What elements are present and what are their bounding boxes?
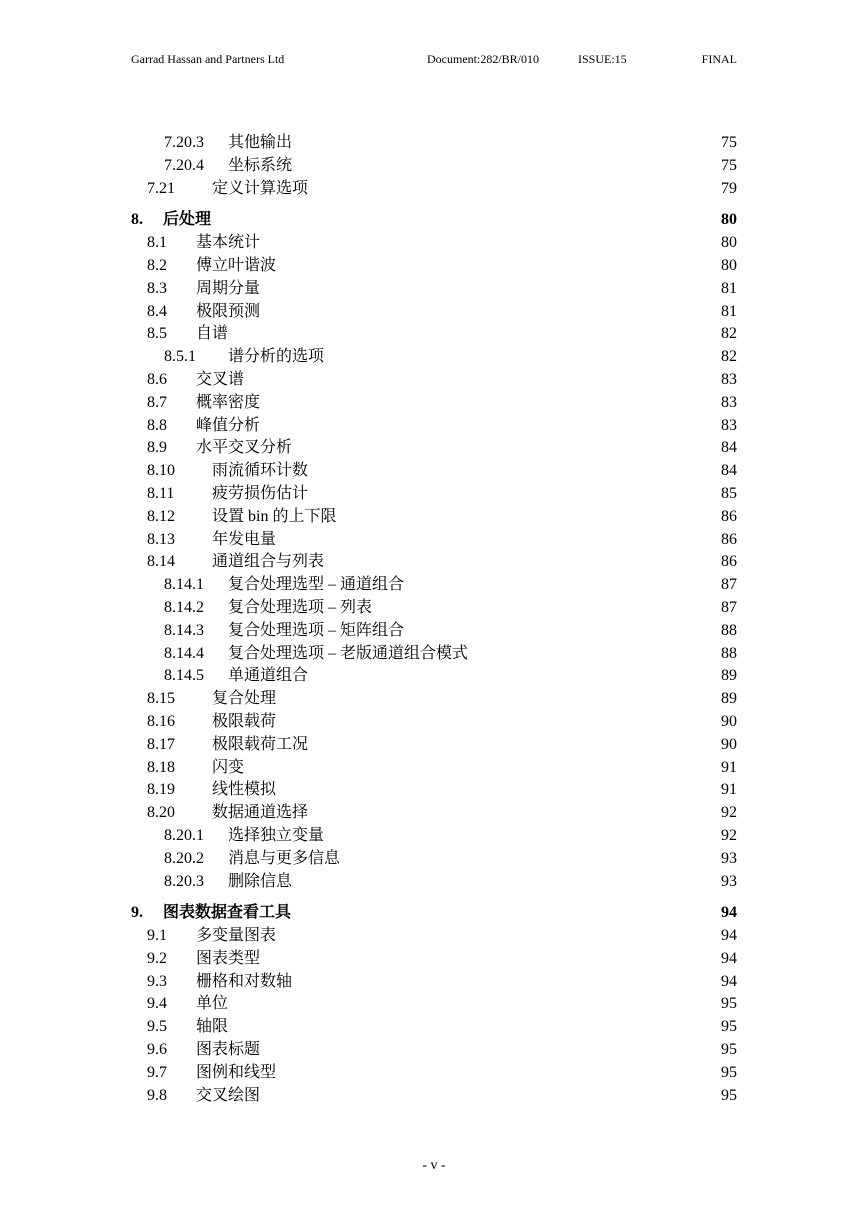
toc-entry-page: 88 [721,644,737,662]
toc-entry-number: 7.20.4 [164,156,204,174]
toc-entry[interactable] [0,1016,868,1039]
toc-entry[interactable] [0,1085,868,1108]
toc-entry-number: 9.8 [147,1086,167,1104]
toc-entry-title: 定义计算选项 [212,179,309,197]
toc-entry-title: 雨流循环计数 [212,462,309,480]
toc-entry-title: 极限预测 [196,302,261,320]
toc-entry-number: 9.1 [147,927,167,945]
toc-entry[interactable] [0,551,868,574]
toc-entry-page: 80 [721,256,737,274]
toc-entry-number: 8.9 [147,439,167,457]
toc-entry-number: 7.20.3 [164,134,204,151]
toc-entry[interactable] [0,925,868,948]
toc-entry-page: 91 [721,781,737,799]
toc-entry[interactable] [0,779,868,802]
toc-entry-title: 年发电量 [212,530,277,548]
toc-entry[interactable] [0,301,868,324]
toc-entry[interactable] [0,178,868,201]
toc-entry-page: 94 [721,904,737,922]
toc-entry-number: 8.6 [147,370,167,388]
toc-entry-number: 9.7 [147,1063,167,1081]
toc-entry-number: 8.20 [147,804,175,822]
toc-entry-number: 8.3 [147,279,167,297]
toc-entry-number: 8.14 [147,553,175,571]
toc-entry[interactable] [0,1062,868,1085]
toc-entry-number: 8.14.2 [164,598,204,616]
toc-entry-page: 80 [721,234,737,252]
toc-chapter-entry[interactable] [0,209,868,232]
toc-entry-page: 89 [721,690,737,708]
toc-entry-title: 单通道组合 [228,667,309,685]
toc-entry-page: 88 [721,621,737,639]
toc-entry-page: 80 [721,211,737,229]
toc-entry-title: 复合处理选型 – 通道组合 [228,576,405,594]
toc-entry-page: 92 [721,826,737,844]
toc-entry-number: 8.18 [147,758,175,776]
toc-entry[interactable] [0,323,868,346]
toc-entry-page: 89 [721,667,737,685]
toc-entry[interactable] [0,711,868,734]
toc-entry-title: 复合处理选项 – 老版通道组合模式 [228,644,469,662]
toc-entry-number: 8. [131,211,143,229]
toc-entry[interactable] [0,802,868,825]
toc-entry-title: 复合处理选项 – 列表 [228,598,373,616]
toc-entry-number: 8.14.1 [164,576,204,594]
toc-entry-title: 峰值分析 [196,416,261,434]
toc-entry-number: 8.14.3 [164,621,204,639]
toc-entry[interactable] [0,993,868,1016]
toc-entry[interactable] [0,665,868,688]
toc-entry-number: 8.5.1 [164,348,196,366]
toc-entry[interactable] [0,574,868,597]
toc-entry-title: 其他输出 [228,134,293,151]
toc-entry[interactable] [0,483,868,506]
toc-entry[interactable] [0,825,868,848]
toc-entry[interactable] [0,437,868,460]
toc-entry-number: 8.17 [147,735,175,753]
toc-entry-title: 栅格和对数轴 [196,972,293,990]
toc-entry[interactable] [0,848,868,871]
header-issue: ISSUE:15 [578,52,627,66]
header-document-number: Document:282/BR/010 [427,52,539,66]
toc-entry-title: 复合处理选项 – 矩阵组合 [228,621,405,639]
toc-entry-page: 81 [721,302,737,320]
toc-entry-number: 8.16 [147,712,175,730]
toc-entry-title: 后处理 [163,211,212,229]
toc-entry[interactable] [0,155,868,178]
page-number-footer: - v - [422,1158,446,1173]
toc-entry-title: 图表类型 [196,949,261,967]
toc-entry-number: 8.4 [147,302,167,320]
toc-entry-number: 8.10 [147,462,175,480]
toc-entry-page: 95 [721,1063,737,1081]
toc-entry[interactable] [0,1039,868,1062]
toc-entry-title: 疲劳损伤估计 [212,484,309,502]
toc-entry-page: 84 [721,462,737,480]
toc-entry[interactable] [0,597,868,620]
toc-entry-page: 84 [721,439,737,457]
toc-entry-title: 坐标系统 [228,156,293,174]
toc-entry-page: 85 [721,484,737,502]
toc-entry[interactable] [0,506,868,529]
toc-entry-title: 交叉谱 [196,370,245,388]
toc-entry-number: 8.20.3 [164,872,204,890]
toc-entry[interactable] [0,369,868,392]
toc-entry-page: 83 [721,393,737,411]
toc-entry-page: 93 [721,872,737,890]
toc-entry-page: 94 [721,927,737,945]
toc-entry-number: 8.1 [147,234,167,252]
toc-entry-page: 86 [721,530,737,548]
toc-entry[interactable] [0,620,868,643]
toc-entry-page: 93 [721,849,737,867]
toc-entry-number: 9.2 [147,949,167,967]
toc-entry-page: 90 [721,735,737,753]
toc-entry-title: 消息与更多信息 [228,849,341,867]
toc-entry-title: 设置 bin 的上下限 [212,507,337,525]
toc-entry[interactable] [0,460,868,483]
toc-entry-title: 轴限 [196,1018,229,1036]
toc-entry-number: 8.12 [147,507,175,525]
toc-entry-page: 95 [721,1041,737,1059]
toc-entry-title: 线性模拟 [212,781,277,799]
toc-entry-title: 复合处理 [212,690,277,708]
toc-entry-number: 8.20.2 [164,849,204,867]
toc-entry-page: 83 [721,416,737,434]
toc-entry-page: 94 [721,972,737,990]
toc-entry-title: 删除信息 [228,872,293,890]
toc-entry-title: 单位 [196,995,229,1013]
header-status: FINAL [701,52,737,66]
toc-entry-number: 8.5 [147,325,167,343]
toc-entry[interactable] [0,948,868,971]
toc-entry-page: 87 [721,598,737,616]
toc-entry-number: 9.4 [147,995,167,1013]
toc-entry-title: 图表标题 [196,1041,261,1059]
toc-entry-number: 8.7 [147,393,167,411]
toc-entry-number: 8.15 [147,690,175,708]
toc-entry-title: 概率密度 [196,393,261,411]
toc-entry-title: 多变量图表 [196,927,277,945]
toc-entry-page: 82 [721,325,737,343]
toc-entry-number: 8.8 [147,416,167,434]
toc-entry-page: 91 [721,758,737,776]
toc-entry[interactable] [0,734,868,757]
toc-entry[interactable] [0,132,868,155]
toc-entry-page: 75 [721,156,737,174]
toc-entry-page: 83 [721,370,737,388]
toc-entry-number: 8.13 [147,530,175,548]
toc-entry-number: 9.6 [147,1041,167,1059]
toc-entry-title: 极限载荷 [212,712,277,730]
toc-entry-page: 81 [721,279,737,297]
page-header [131,52,737,68]
toc-entry-title: 图例和线型 [196,1063,277,1081]
toc-chapter-entry[interactable] [0,902,868,925]
toc-entry-title: 谱分析的选项 [228,348,325,366]
toc-entry-title: 闪变 [212,758,245,776]
toc-entry-title: 自谱 [196,325,229,343]
toc-entry[interactable] [0,415,868,438]
toc-entry-number: 8.14.5 [164,667,204,685]
section-gap [0,200,868,209]
toc-entry-page: 82 [721,348,737,366]
toc-entry-number: 7.21 [147,179,175,197]
toc-entry-page: 95 [721,1018,737,1036]
toc-entry[interactable] [0,529,868,552]
toc-entry[interactable] [0,688,868,711]
toc-entry[interactable] [0,643,868,666]
toc-entry-page: 87 [721,576,737,594]
toc-entry[interactable] [0,871,868,894]
toc-entry-title: 通道组合与列表 [212,553,325,571]
toc-entry-title: 周期分量 [196,279,261,297]
toc-entry[interactable] [0,392,868,415]
toc-entry-number: 8.14.4 [164,644,204,662]
toc-entry-page: 79 [721,179,737,197]
toc-entry-number: 9. [131,904,143,922]
toc-entry[interactable] [0,971,868,994]
toc-entry-title: 图表数据查看工具 [163,904,292,922]
toc-entry-page: 95 [721,1086,737,1104]
toc-entry-title: 傅立叶谐波 [196,256,277,274]
toc-entry[interactable] [0,255,868,278]
toc-entry-number: 8.11 [147,484,175,502]
toc-entry[interactable] [0,346,868,369]
toc-entry-number: 9.5 [147,1018,167,1036]
toc-entry-page: 92 [721,804,737,822]
toc-entry-number: 9.3 [147,972,167,990]
toc-entry[interactable] [0,232,868,255]
toc-entry-page: 90 [721,712,737,730]
toc-entry-title: 基本统计 [196,234,261,252]
toc-entry-number: 8.2 [147,256,167,274]
toc-entry-title: 水平交叉分析 [196,439,293,457]
toc-entry-title: 极限载荷工况 [212,735,309,753]
toc-entry-title: 数据通道选择 [212,804,309,822]
toc-entry-page: 95 [721,995,737,1013]
toc-entry-page: 86 [721,553,737,571]
section-gap [0,893,868,902]
toc-entry-number: 8.19 [147,781,175,799]
table-of-contents [0,132,868,1107]
toc-entry-page: 86 [721,507,737,525]
toc-entry-number: 8.20.1 [164,826,204,844]
toc-entry-page: 94 [721,949,737,967]
toc-entry[interactable] [0,757,868,780]
header-company: Garrad Hassan and Partners Ltd [131,52,285,66]
toc-entry-page: 75 [721,134,737,151]
toc-entry-title: 选择独立变量 [228,826,325,844]
toc-entry[interactable] [0,278,868,301]
toc-entry-title: 交叉绘图 [196,1086,261,1104]
